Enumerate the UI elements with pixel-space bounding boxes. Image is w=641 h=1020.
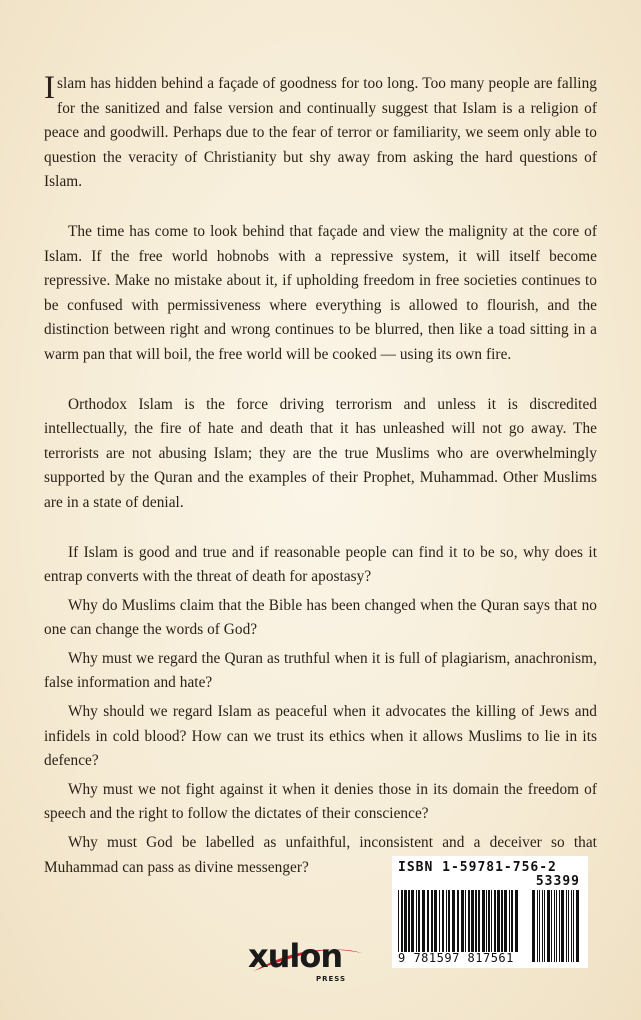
- barcode-bar: [511, 890, 513, 952]
- barcode-bar: [547, 890, 550, 962]
- barcode-bar: [576, 890, 579, 962]
- question-2: Why do Muslims claim that the Bible has been changed when the Quran says that no one can change the words of God?: [44, 596, 597, 639]
- barcode-bar: [416, 890, 417, 952]
- price-code: 53399: [535, 874, 580, 889]
- barcode-bar: [446, 890, 447, 952]
- barcode-bar: [398, 890, 399, 952]
- drop-cap: I: [44, 70, 56, 106]
- barcode-bar: [448, 890, 450, 952]
- paragraph-2: The time has come to look behind that façade and view the malignity at the core of Islam. If the free world hobnobs with a repressive system, it will itself become repressive. Make no mistake about it, if upholding freedom in free societies continues to be confused with permissiveness where everything is allowed to flourish, and the distinction between right and wrong continues to be blurred, then like a toad sitting in a warm pan that will boil, the free world will be cooked — using its own fire.: [44, 222, 597, 363]
- logo-wordmark: xulon: [248, 937, 343, 975]
- barcode-bar: [475, 890, 477, 952]
- barcode-bar: [442, 890, 444, 952]
- barcode-bar: [556, 890, 557, 962]
- barcode-bar: [461, 890, 464, 952]
- barcode-bar: [571, 890, 572, 962]
- ean-digits: 9 781597 817561: [398, 951, 514, 965]
- barcode-bar: [494, 890, 496, 952]
- barcode-bar: [568, 890, 569, 962]
- barcode-bar: [404, 890, 407, 952]
- barcode-bar: [431, 890, 433, 952]
- intro-paragraph: [44, 72, 597, 195]
- barcode-bar: [434, 890, 437, 952]
- barcode-bar: [411, 890, 414, 952]
- barcode-bar: [539, 890, 540, 962]
- barcode-bar: [561, 890, 564, 962]
- barcode-bar: [491, 890, 492, 952]
- barcode-bar: [486, 890, 487, 952]
- addon-bars: [532, 890, 582, 962]
- intro-text: slam has hidden behind a façade of goodness for too long. Too many people are falling for the sanitized and false version and continually suggest that Islam is a religion of peace and goodwill. Perhaps due to the fear of terror or familiarity, we seem only able to question the veracity of Christianity but shy away from asking the hard questions of Islam.: [44, 75, 597, 191]
- isbn-label: ISBN 1-59781-756-2: [398, 860, 557, 875]
- barcode-bar: [427, 890, 429, 952]
- barcode-bar: [559, 890, 560, 962]
- barcode-bar: [471, 890, 474, 952]
- barcode-bar: [504, 890, 507, 952]
- paragraph-3: Orthodox Islam is the force driving terrorism and unless it is discredited intellectually, the fire of hate and death that it has unleashed will not go away. The terrorists are not abusing Islam; they are the true Muslims who are overwhelmingly supported by the Quran and the examples of their Prophet, Muhammad. Other Muslims are in a state of denial.: [44, 395, 597, 511]
- question-6: Why must God be labelled as unfaithful, inconsistent and a deceiver so that Muhammad can pass as divine messenger?: [44, 834, 597, 876]
- barcode-bar: [452, 890, 455, 952]
- barcode-bar: [542, 890, 543, 962]
- barcode-bar: [478, 890, 480, 952]
- barcode-bar: [532, 890, 535, 962]
- barcode-bar: [509, 890, 510, 952]
- barcode-bar: [401, 890, 403, 952]
- barcode-bar: [573, 890, 574, 962]
- question-1: If Islam is good and true and if reasonable people can find it to be so, why does it entrap converts with the threat of death for apostasy?: [44, 543, 597, 586]
- barcode-bar: [439, 890, 440, 952]
- barcode-bar: [566, 890, 567, 962]
- barcode-bar: [408, 890, 410, 952]
- question-4: Why should we regard Islam as peaceful when it advocates the killing of Jews and infidels in cold blood? How can we trust its ethics when it allows Muslims to lie in its defence?: [44, 703, 597, 770]
- question-3: Why must we regard the Quran as truthful when it is full of plagiarism, anachronism, false information and hate?: [44, 649, 597, 692]
- barcode-bar: [537, 890, 538, 962]
- barcode-bar: [465, 890, 466, 952]
- barcode-bar: [457, 890, 459, 952]
- blurb-text: [44, 72, 597, 884]
- barcode-bar: [515, 890, 518, 952]
- barcode-bar: [482, 890, 485, 952]
- barcode-bar: [488, 890, 490, 952]
- ean-bars: [398, 890, 522, 952]
- isbn-barcode: [392, 856, 588, 968]
- question-5: Why must we not fight against it when it denies those in its domain the freedom of speech and the right to follow the dictates of their conscience?: [44, 780, 597, 823]
- barcode-bar: [422, 890, 425, 952]
- barcode-bar: [497, 890, 500, 952]
- logo-press-label: PRESS: [316, 975, 347, 983]
- barcode-bar: [468, 890, 470, 952]
- barcode-bar: [418, 890, 420, 952]
- publisher-logo: [244, 935, 374, 995]
- barcode-bar: [501, 890, 503, 952]
- barcode-bar: [544, 890, 545, 962]
- barcode-bar: [551, 890, 552, 962]
- barcode-bar: [554, 890, 555, 962]
